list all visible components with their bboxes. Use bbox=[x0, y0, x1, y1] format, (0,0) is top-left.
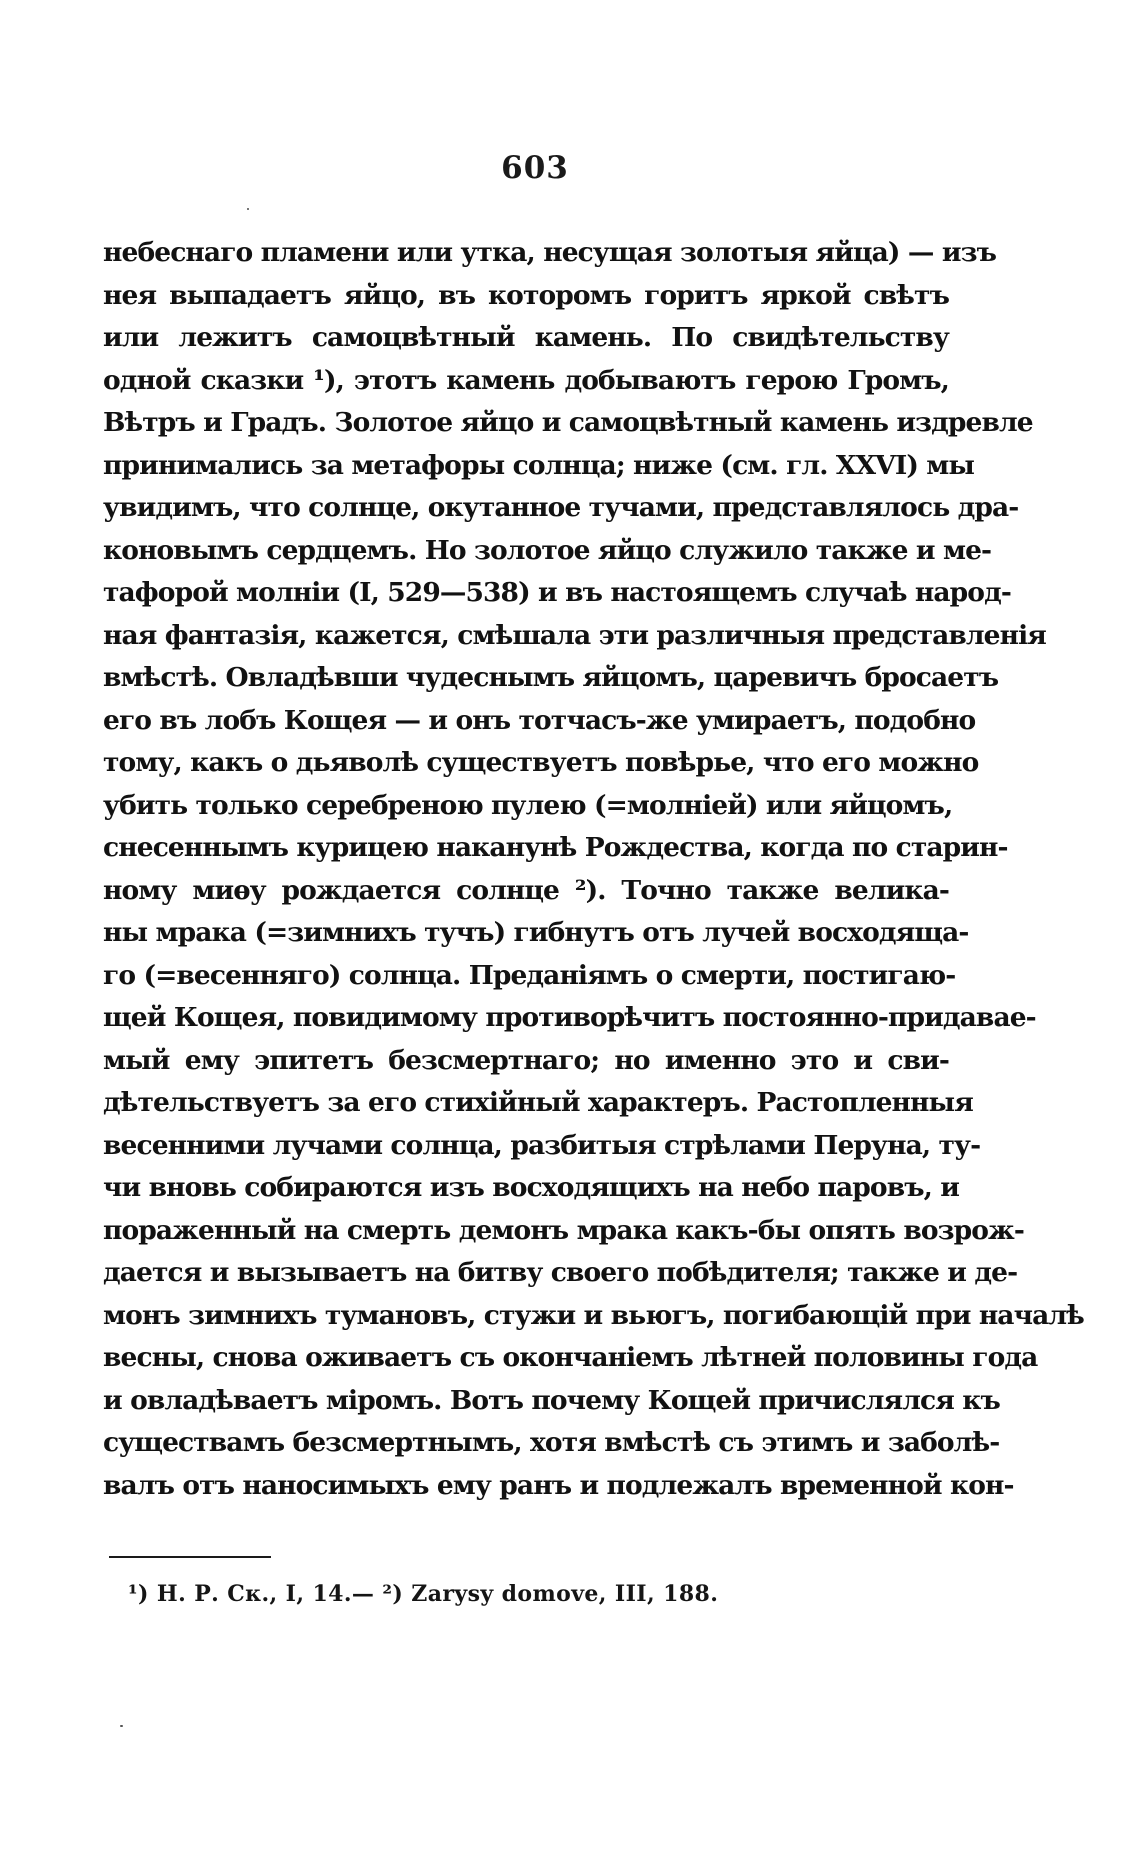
text-line: дается и вызываетъ на битву своего побѣдителя; также и де- bbox=[103, 1257, 1018, 1288]
text-line: ны мрака (=зимнихъ тучъ) гибнутъ отъ лучей восходяща- bbox=[103, 917, 969, 948]
text-line: тафорой молніи (I, 529—538) и въ настоящемъ случаѣ народ- bbox=[103, 577, 1011, 608]
text-line: монъ зимнихъ тумановъ, стужи и вьюгъ, погибающій при началѣ bbox=[103, 1299, 1084, 1331]
text-line: вмѣстѣ. Овладѣвши чудеснымъ яйцомъ, царевичъ бросаетъ bbox=[103, 662, 999, 693]
text-line: го (=весенняго) солнца. Преданіямъ о смерти, постигаю- bbox=[103, 959, 956, 991]
text-line: коновымъ сердцемъ. Но золотое яйцо служило также и ме- bbox=[103, 534, 992, 566]
footnote-divider bbox=[109, 1556, 271, 1558]
text-line: щей Кощея, повидимому противорѣчитъ постоянно-придавае- bbox=[103, 1002, 1036, 1033]
text-line: валъ отъ наносимыхъ ему ранъ и подлежалъ временной кон- bbox=[103, 1469, 1014, 1501]
text-line: или лежитъ самоцвѣтный камень. По свидѣтельству bbox=[103, 322, 949, 353]
text-line: весны, снова оживаетъ съ окончаніемъ лѣтней половины года bbox=[103, 1342, 1038, 1373]
text-line: тому, какъ о дьяволѣ существуетъ повѣрье, что его можно bbox=[103, 747, 979, 778]
text-line: одной сказки ¹), этотъ камень добываютъ герою Громъ, bbox=[103, 364, 949, 396]
text-line: Вѣтръ и Градъ. Золотое яйцо и самоцвѣтный камень издревле bbox=[103, 407, 1033, 438]
text-line: дѣтельствуетъ за его стихійный характеръ. Растопленныя bbox=[103, 1087, 973, 1118]
text-line: весенними лучами солнца, разбитыя стрѣлами Перуна, ту- bbox=[103, 1129, 981, 1161]
footnote: ¹) Н. Р. Ск., I, 14.— ²) Zarysy domove, III, 188. bbox=[128, 1581, 719, 1607]
text-line: мый ему эпитетъ безсмертнаго; но именно это и сви- bbox=[103, 1044, 949, 1076]
text-line: небеснаго пламени или утка, несущая золотыя яйца) — изъ bbox=[103, 237, 997, 268]
body-text bbox=[103, 232, 1084, 1507]
text-line: снесеннымъ курицею наканунѣ Рождества, когда по старин- bbox=[103, 832, 1008, 863]
text-line: нея выпадаетъ яйцо, въ которомъ горитъ яркой свѣтъ bbox=[103, 279, 949, 311]
text-line: его въ лобъ Кощея — и онъ тотчасъ-же умираетъ, подобно bbox=[103, 704, 976, 736]
text-line: пораженный на смерть демонъ мрака какъ-бы опять возрож- bbox=[103, 1214, 1024, 1246]
text-line: существамъ безсмертнымъ, хотя вмѣстѣ съ этимъ и заболѣ- bbox=[103, 1427, 1000, 1458]
text-line: убить только серебреною пулею (=молніей) или яйцомъ, bbox=[103, 789, 953, 821]
text-line: чи вновь собираются изъ восходящихъ на небо паровъ, и bbox=[103, 1172, 960, 1203]
text-line: и овладѣваетъ міромъ. Вотъ почему Кощей причислялся къ bbox=[103, 1384, 1000, 1416]
text-line: принимались за метафоры солнца; ниже (см. гл. XXVI) мы bbox=[103, 449, 975, 481]
print-speck bbox=[247, 208, 249, 210]
print-speck bbox=[120, 1725, 123, 1727]
text-line: ная фантазія, кажется, смѣшала эти различныя представленія bbox=[103, 619, 1046, 651]
text-line: ному миѳу рождается солнце ²). Точно также велика- bbox=[103, 874, 949, 906]
page-number: 603 bbox=[501, 150, 569, 186]
text-line: увидимъ, что солнце, окутанное тучами, представлялось дра- bbox=[103, 492, 1019, 523]
